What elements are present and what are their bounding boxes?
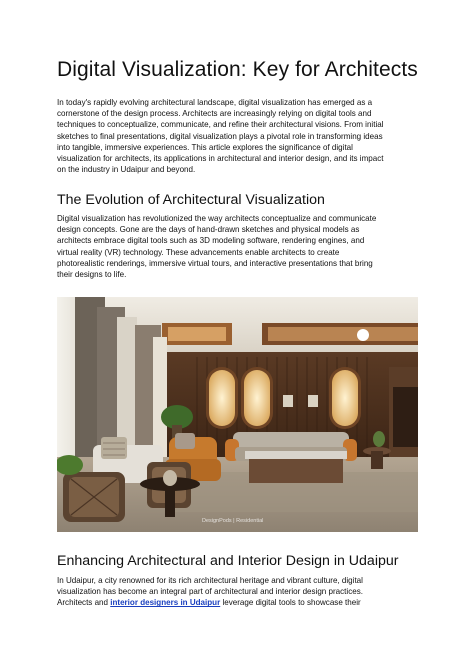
intro-line: on the industry in Udaipur and beyond. <box>57 165 196 175</box>
intro-line: techniques to conceptualize, communicate, and refine their architectural visions. From initial <box>57 120 384 130</box>
udaipur-line: In Udaipur, a city renowned for its rich architectural heritage and vibrant culture, digital <box>57 576 363 585</box>
evolution-line: their designs to life. <box>57 270 127 280</box>
intro-line: sketches to final presentations, digital visualization plays a pivotal role in transforming ideas <box>57 131 383 141</box>
intro-line: visualization for architects, its applications in architectural and interior design, and its impact <box>57 154 384 164</box>
section-heading-udaipur: Enhancing Architectural and Interior Design in Udaipur <box>57 553 399 569</box>
udaipur-line <box>57 597 422 608</box>
interior-designers-link[interactable]: interior designers in Udaipur <box>110 598 221 608</box>
evolution-line: architects embrace digital tools such as 3D modeling software, rendering engines, and <box>57 236 365 246</box>
udaipur-line-text: leverage digital tools to showcase their <box>220 598 361 608</box>
section-heading-evolution: The Evolution of Architectural Visualization <box>57 192 325 208</box>
udaipur-line-text: Architects and <box>57 598 111 608</box>
page-title: Digital Visualization: Key for Architects <box>57 58 418 81</box>
evolution-line: photorealistic renderings, immersive virtual tours, and interactive presentations that bring <box>57 258 373 268</box>
image-watermark: DesignPods | Residential <box>202 518 264 524</box>
intro-line: cornerstone of the design process. Architects are increasingly relying on digital tools and <box>57 109 372 119</box>
intro-line: into tangible, immersive experiences. This article explores the significance of digital <box>57 142 353 152</box>
intro-line: In today's rapidly evolving architectural landscape, digital visualization has emerged as a <box>57 98 373 107</box>
evolution-line: Digital visualization has revolutionized the way architects conceptualize and communicate <box>57 214 377 223</box>
udaipur-line: visualization has become an integral part of architectural and interior design practices. <box>57 587 363 597</box>
evolution-paragraph <box>57 213 422 280</box>
evolution-line: virtual reality (VR) technology. These advancements enable architects to create <box>57 247 340 257</box>
udaipur-paragraph <box>57 575 422 609</box>
evolution-line: design concepts. Gone are the days of hand-drawn sketches and physical models as <box>57 225 360 235</box>
intro-paragraph <box>57 97 422 175</box>
interior-render-image <box>57 297 418 532</box>
